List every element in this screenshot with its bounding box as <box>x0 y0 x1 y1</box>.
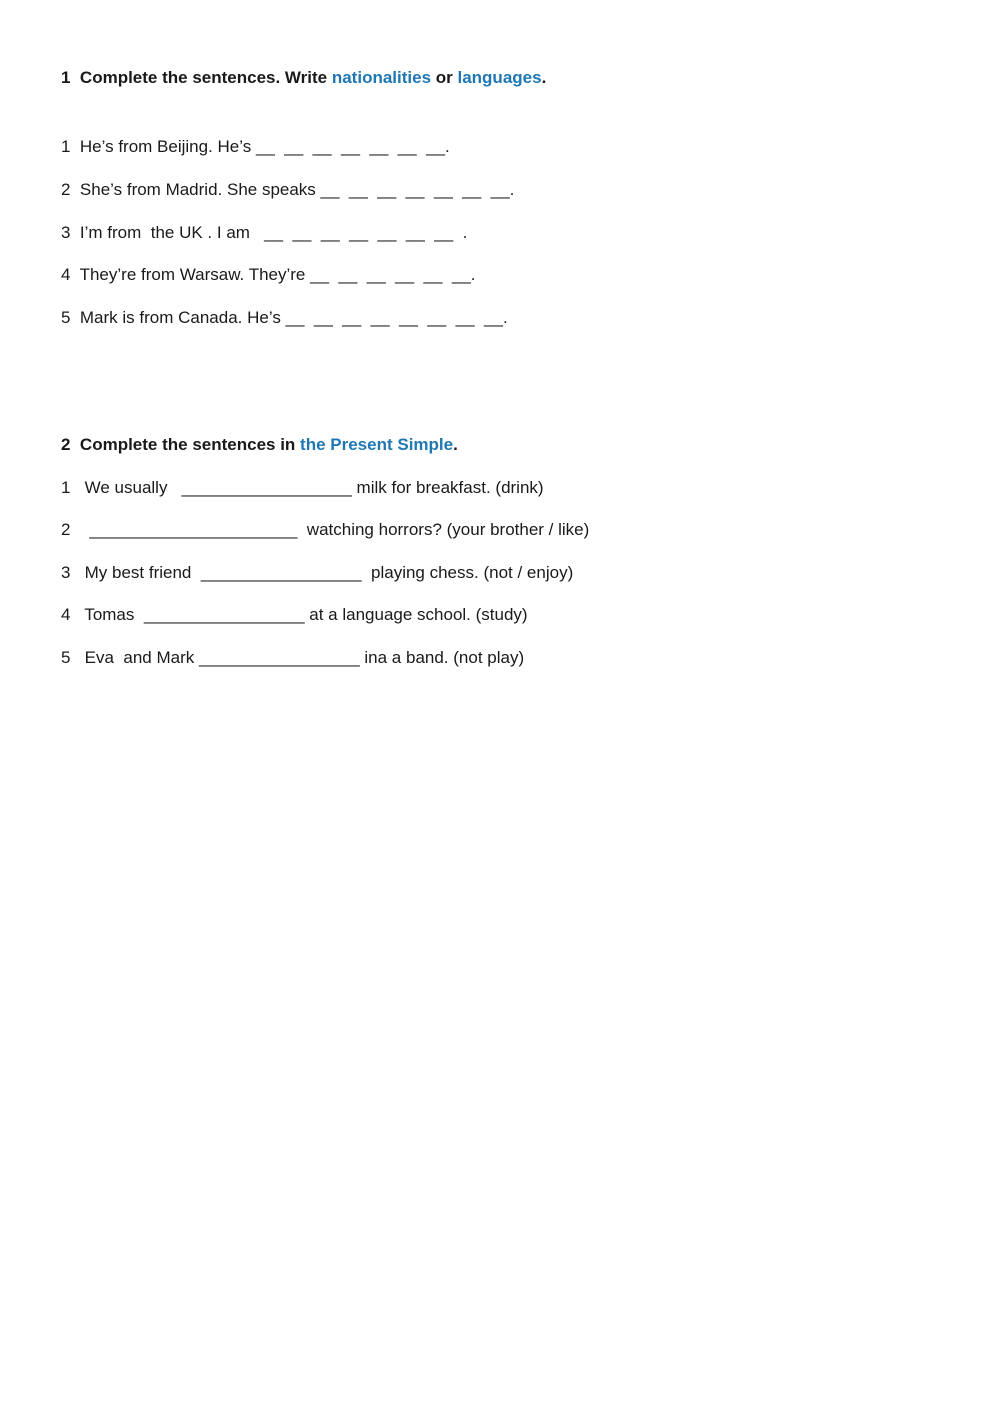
exercise-1-heading <box>61 67 546 89</box>
exercise-1-connector: or <box>431 68 458 87</box>
exercise-1-instruction: Complete the sentences. Write <box>79 68 332 87</box>
exercise-2-number: 2 <box>61 435 71 454</box>
exercise-1-item-4: 4 They’re from Warsaw. They’re __ __ __ __ __ __. <box>61 265 476 284</box>
exercise-1-item-2: 2 She’s from Madrid. She speaks __ __ __ __ __ __ __. <box>61 180 515 199</box>
exercise-2-heading <box>61 434 458 456</box>
exercise-1-keyword-languages: languages <box>457 68 542 87</box>
exercise-2-keyword-present-simple: the Present Simple <box>300 435 454 454</box>
exercise-2-item-3: 3 My best friend _________________ playing chess. (not / enjoy) <box>61 563 574 582</box>
exercise-2-end: . <box>453 435 458 454</box>
exercise-1-number: 1 <box>61 68 71 87</box>
exercise-2-item-5: 5 Eva and Mark _________________ ina a band. (not play) <box>61 648 525 667</box>
exercise-1-item-1: 1 He’s from Beijing. He’s __ __ __ __ __ __ __. <box>61 137 450 156</box>
exercise-1-item-5: 5 Mark is from Canada. He’s __ __ __ __ __ __ __ __. <box>61 308 508 327</box>
exercise-2-item-1: 1 We usually __________________ milk for breakfast. (drink) <box>61 478 544 497</box>
exercise-1-item-3: 3 I’m from the UK . I am __ __ __ __ __ __ __ . <box>61 223 468 242</box>
exercise-1-end: . <box>541 68 547 87</box>
exercise-1-keyword-nationalities: nationalities <box>331 68 432 87</box>
exercise-2-item-4: 4 Tomas _________________ at a language school. (study) <box>61 605 528 624</box>
exercise-2-item-2: 2 ______________________ watching horrors? (your brother / like) <box>61 520 590 539</box>
exercise-2-instruction: Complete the sentences in <box>79 435 301 454</box>
